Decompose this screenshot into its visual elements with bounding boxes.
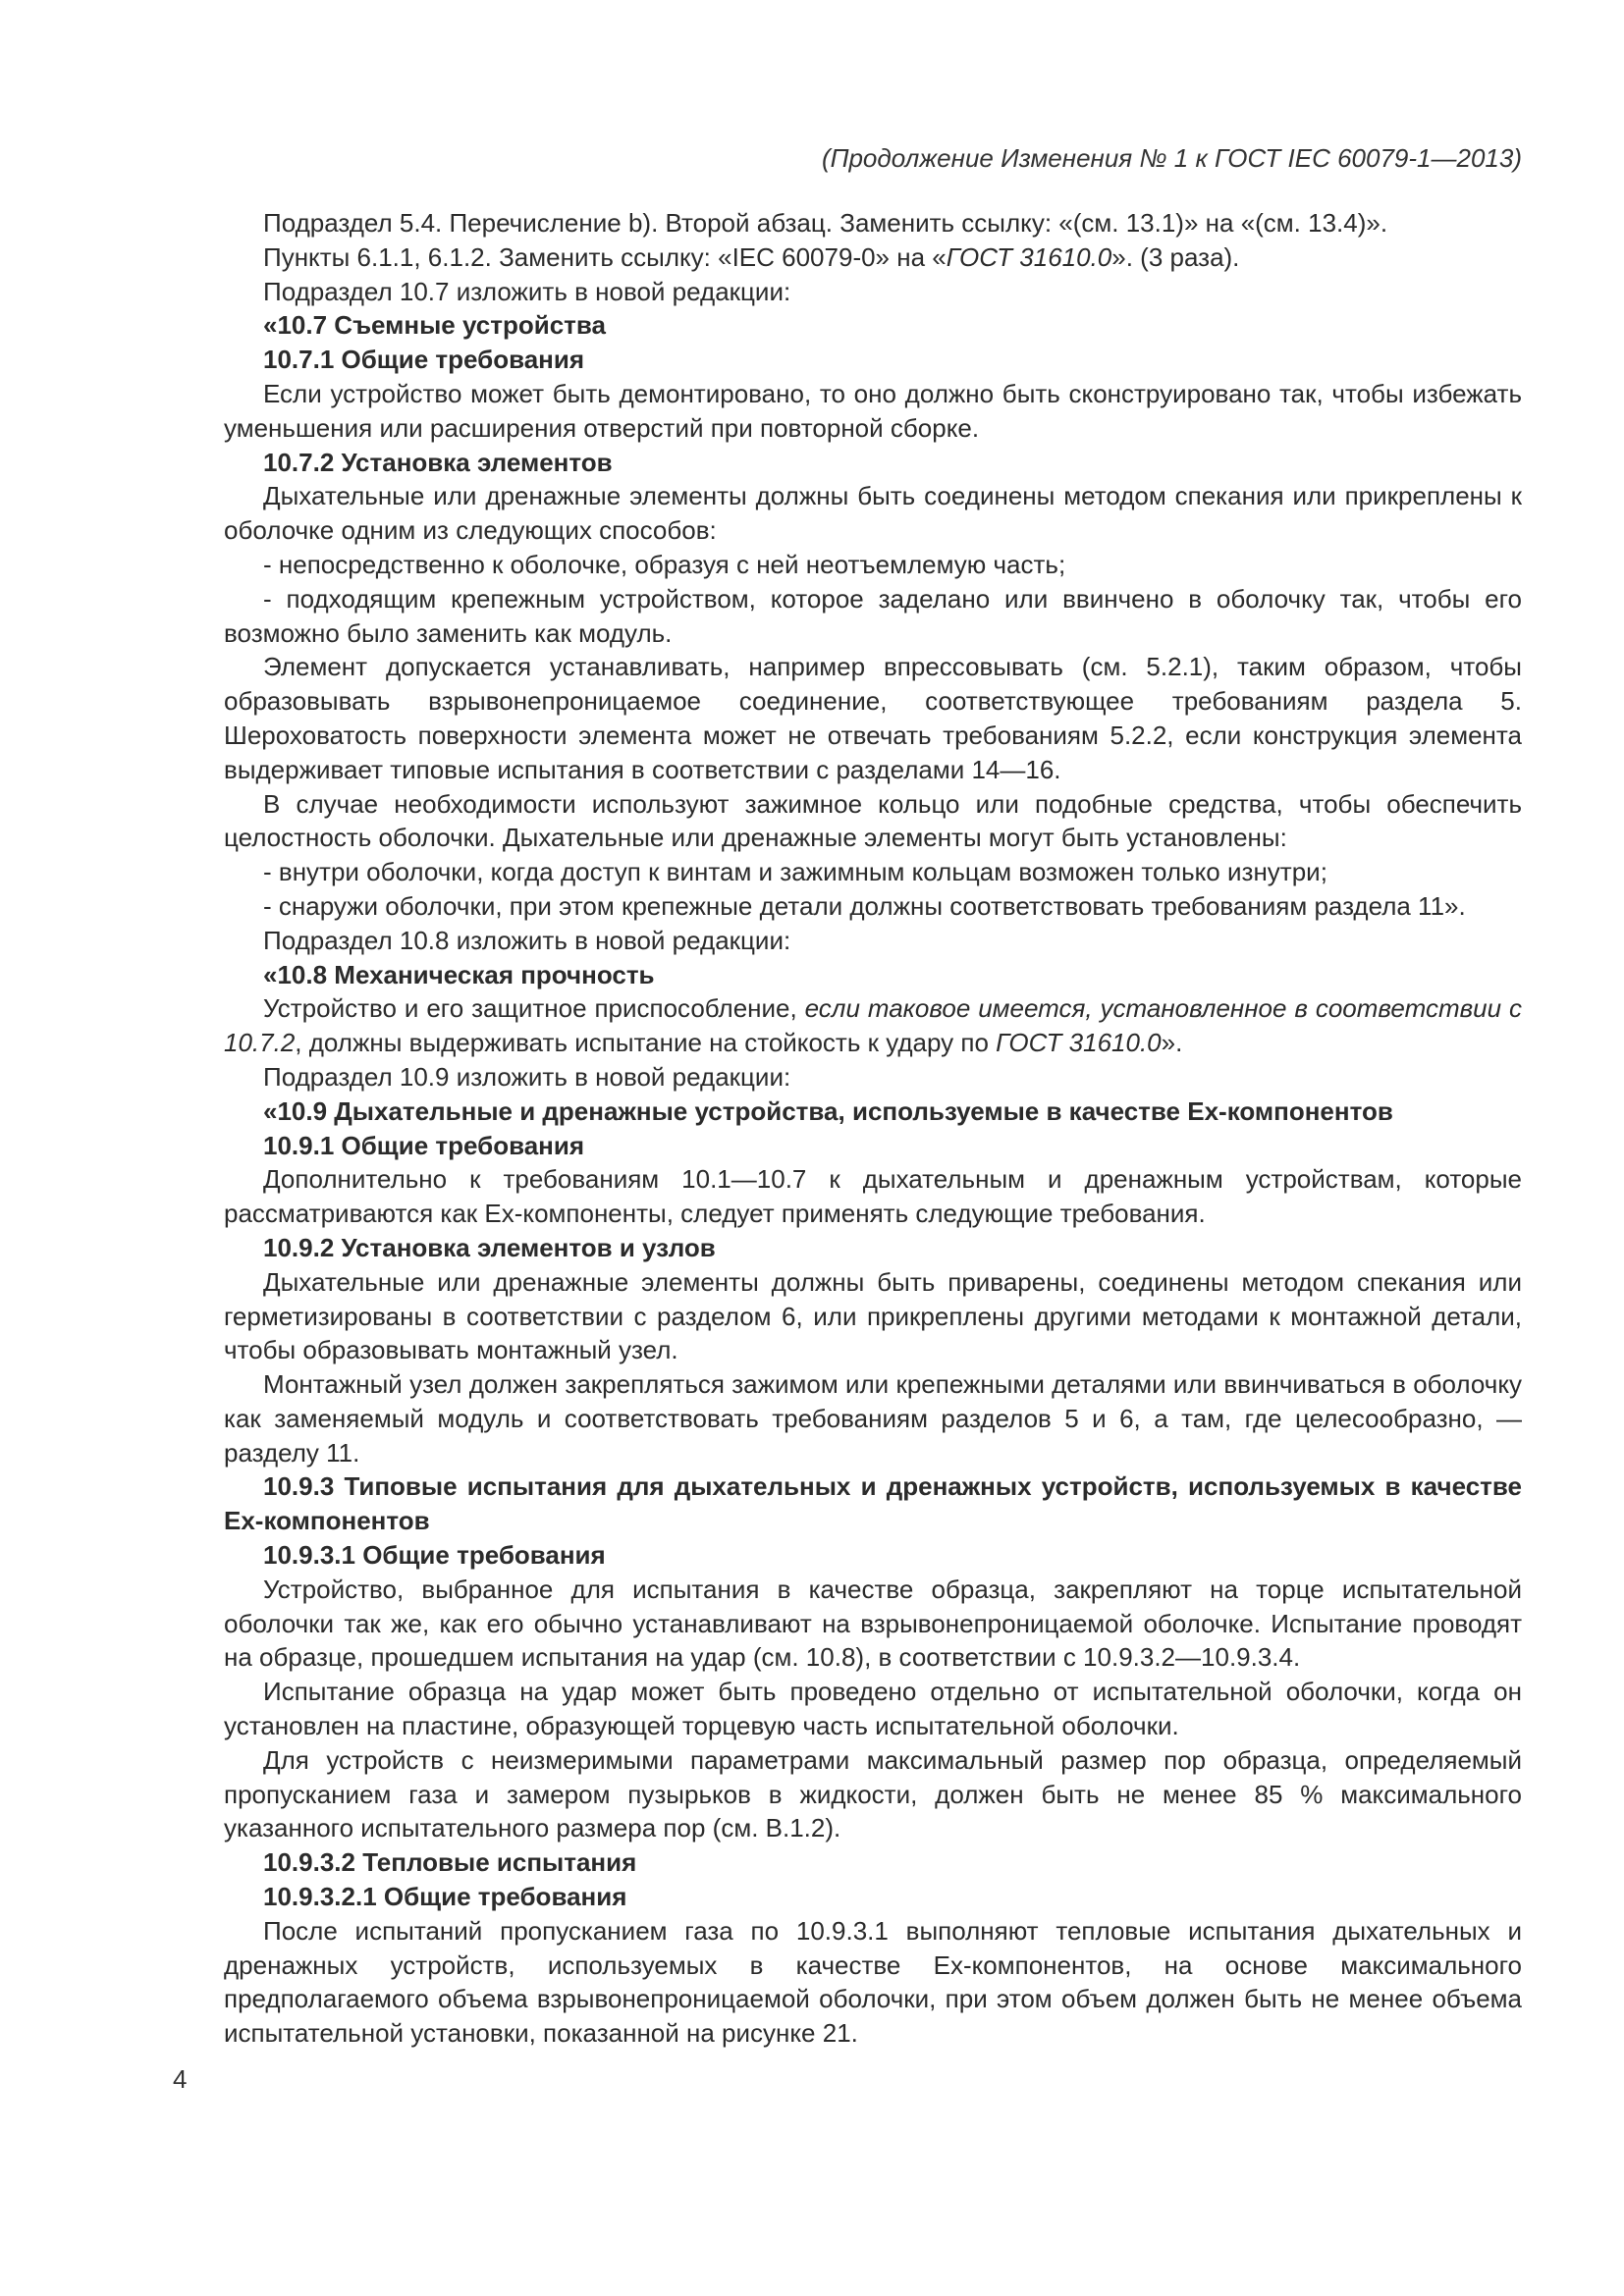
paragraph bbox=[224, 240, 1522, 275]
paragraph: Устройство, выбранное для испытания в качестве образца, закрепляют на торце испытательной оболочки так же, как его обычно устанавливают на взрывонепроницаемой оболочке. Испытание проводят на образце, прошедшем испытания на удар (см. 10.8), в соответствии с 10.9.3.2—10.9.3.4. bbox=[224, 1574, 1522, 1673]
section-heading: «10.7 Съемные устройства bbox=[263, 310, 607, 341]
paragraph: Монтажный узел должен закрепляться зажимом или крепежными деталями или ввинчиваться в оболочку как заменяемый модуль и соответствовать требованиям разделов 5 и 6, а там, где целесообразно, — разделу 11. bbox=[224, 1369, 1522, 1468]
paragraph: Подраздел 5.4. Перечисление b). Второй абзац. Заменить ссылку: «(см. 13.1)» на «(см. 13.4)». bbox=[263, 208, 1388, 238]
paragraph: Элемент допускается устанавливать, например впрессовывать (см. 5.2.1), таким образом, чтобы образовывать взрывонепроницаемое соединение, соответствующее требованиям раздела 5. Шероховатость поверхности элемента может не отвечать требованиям 5.2.2, если конструкция элемента выдерживает типовые испытания в соответствии с разделами 14—16. bbox=[224, 652, 1522, 784]
paragraph: Дыхательные или дренажные элементы должны быть приварены, соединены методом спекания или герметизированы в соответствии с разделом 6, или прикреплены другими методами к монтажной детали, чтобы образовывать монтажный узел. bbox=[224, 1266, 1522, 1365]
list-item: - подходящим крепежным устройством, которое заделано или ввинчено в оболочку так, чтобы его возможно было заменить как модуль. bbox=[224, 583, 1522, 648]
section-heading: 10.9.1 Общие требования bbox=[263, 1130, 585, 1160]
text-run: ». (3 раза). bbox=[1111, 241, 1240, 272]
section-heading: 10.9.3.2.1 Общие требования bbox=[263, 1882, 627, 1912]
section-heading: 10.7.2 Установка элементов bbox=[263, 447, 613, 477]
paragraph: В случае необходимости используют зажимное кольцо или подобные средства, чтобы обеспечить целостность оболочки. Дыхательные или дренажные элементы могут быть установлены: bbox=[224, 788, 1522, 853]
text-run: Устройство и его защитное приспособление, bbox=[263, 993, 805, 1024]
section-heading: 10.9.2 Установка элементов и узлов bbox=[263, 1232, 716, 1262]
list-item: - непосредственно к оболочке, образуя с ней неотъемлемую часть; bbox=[263, 549, 1066, 579]
paragraph: Подраздел 10.7 изложить в новой редакции: bbox=[263, 276, 791, 306]
paragraph: Если устройство может быть демонтировано, то оно должно быть сконструировано так, чтобы избежать уменьшения или расширения отверстий при повторной сборке. bbox=[224, 378, 1522, 443]
section-heading: 10.7.1 Общие требования bbox=[263, 345, 585, 375]
page-number: 4 bbox=[173, 2064, 188, 2094]
text-run: Пункты 6.1.1, 6.1.2. Заменить ссылку: «IEC 60079-0» на « bbox=[263, 241, 947, 272]
paragraph: Для устройств с неизмеримыми параметрами максимальный размер пор образца, определяемый пропусканием газа и замером пузырьков в жидкости, должен быть не менее 85 % максимального указанного испытательного размера пор (см. B.1.2). bbox=[224, 1744, 1522, 1843]
list-item: - внутри оболочки, когда доступ к винтам и зажимным кольцам возможен только изнутри; bbox=[263, 857, 1327, 887]
paragraph: Дополнительно к требованиям 10.1—10.7 к дыхательным и дренажным устройствам, которые рассматриваются как Ex-компоненты, следует применять следующие требования. bbox=[224, 1164, 1522, 1229]
section-heading: «10.8 Механическая прочность bbox=[263, 959, 655, 989]
paragraph: Подраздел 10.9 изложить в новой редакции: bbox=[263, 1061, 791, 1092]
italic-text: если таковое имеется, установленное в соответствии с 10.7.2 bbox=[224, 993, 1522, 1058]
document-body bbox=[224, 206, 1522, 2051]
text-run: ». bbox=[1161, 1028, 1183, 1058]
standard-reference: ГОСТ 31610.0 bbox=[946, 241, 1112, 272]
section-heading: «10.9 Дыхательные и дренажные устройства, используемые в качестве Ex-компонентов bbox=[263, 1095, 1393, 1126]
paragraph: После испытаний пропусканием газа по 10.9.3.1 выполняют тепловые испытания дыхательных и дренажных устройств, используемых в качестве Ex-компонентов, на основе максимального предполагаемого объема взрывонепроницаемой оболочки, при этом объем должен быть не менее объема испытательной установки, показанной на рисунке 21. bbox=[224, 1915, 1522, 2049]
running-header: (Продолжение Изменения № 1 к ГОСТ IEC 60079-1—2013) bbox=[821, 143, 1522, 173]
section-heading: 10.9.3 Типовые испытания для дыхательных и дренажных устройств, используемых в качестве Ex-компонентов bbox=[224, 1471, 1522, 1536]
list-item: - снаружи оболочки, при этом крепежные детали должны соответствовать требованиям раздела 11». bbox=[263, 890, 1466, 921]
paragraph: Дыхательные или дренажные элементы должны быть соединены методом спекания или прикреплены к оболочке одним из следующих способов: bbox=[224, 481, 1522, 546]
section-heading: 10.9.3.1 Общие требования bbox=[263, 1540, 606, 1571]
paragraph bbox=[224, 991, 1522, 1060]
standard-reference: ГОСТ 31610.0 bbox=[996, 1028, 1162, 1058]
text-run: , должны выдерживать испытание на стойкость к удару по bbox=[295, 1028, 997, 1058]
section-heading: 10.9.3.2 Тепловые испытания bbox=[263, 1847, 637, 1878]
paragraph: Подраздел 10.8 изложить в новой редакции: bbox=[263, 925, 791, 955]
paragraph: Испытание образца на удар может быть проведено отдельно от испытательной оболочки, когда он установлен на пластине, образующей торцевую часть испытательной оболочки. bbox=[224, 1677, 1522, 1741]
